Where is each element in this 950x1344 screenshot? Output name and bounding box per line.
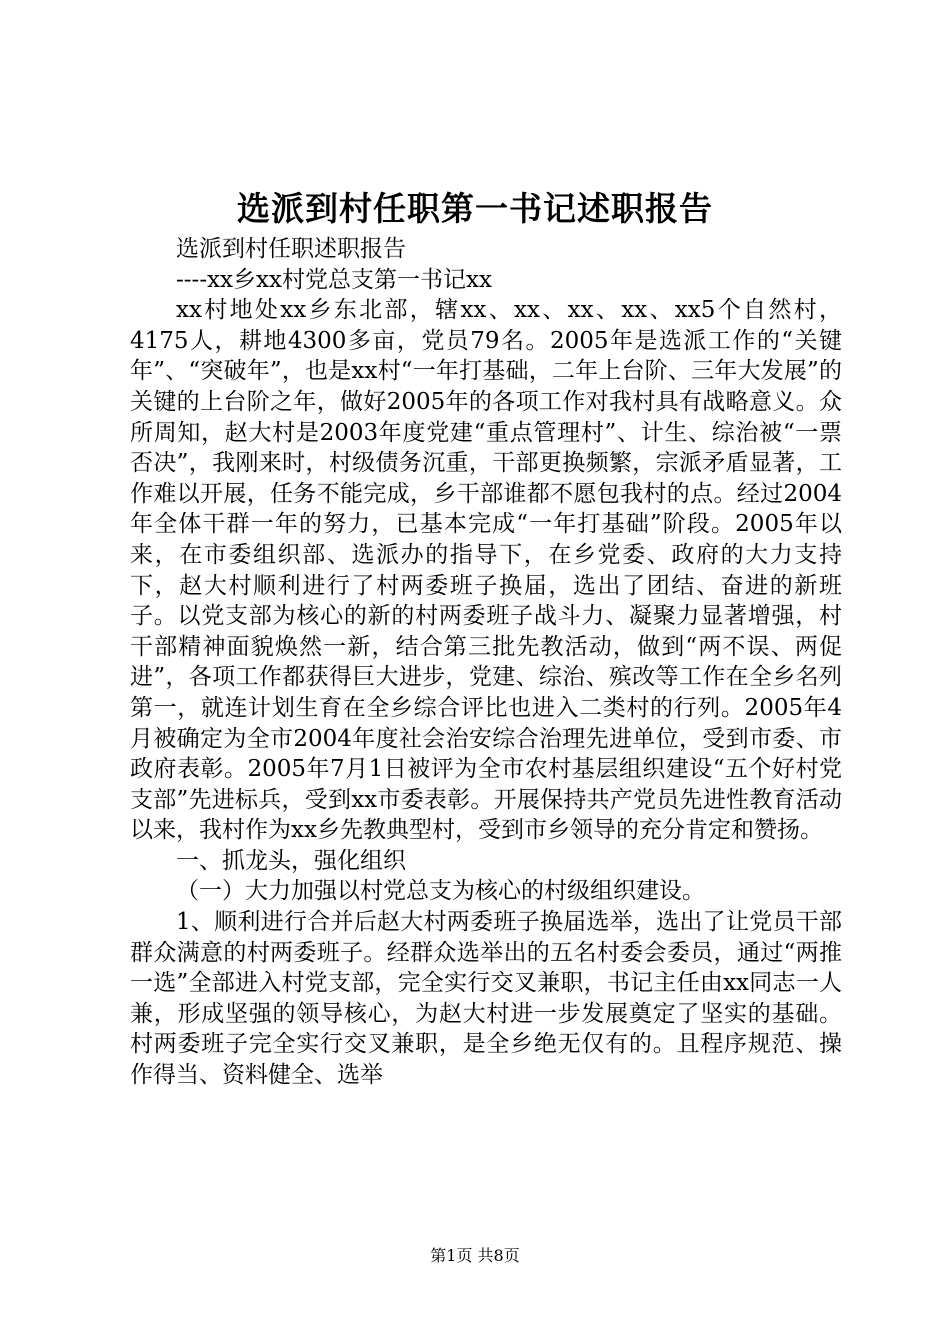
author-line: ----xx乡xx村党总支第一书记xx xyxy=(176,266,492,293)
section-heading: 一、抓龙头，强化组织 xyxy=(176,847,406,874)
page-number-footer: 第1页 共8页 xyxy=(430,1246,520,1265)
body-paragraph: xx村地处xx乡东北部，辖xx、xx、xx、xx、xx5个自然村，4175人，耕地4300多亩，党员79名。2005年是选派工作的“关键年”、“突破年”，也是xx村“一年打基础，二年上台阶、三年大发展”的关键的上台阶之年，做好2005年的各项工作对我村具有战略意义。众所周知，赵大村是2003年度党建“重点管理村”、计生、综治被“一票否决”，我刚来时，村级债务沉重，干部更换频繁，宗派矛盾显著，工作难以开展，任务不能完成，乡干部谁都不愿包我村的点。经过2004年全体干群一年的努力，已基本完成“一年打基础”阶段。2005年以来，在市委组织部、选派办的指导下，在乡党委、政府的大力支持下，赵大村顺利进行了村两委班子换届，选出了团结、奋进的新班子。以党支部为核心的新的村两委班子战斗力、凝聚力显著增强，村干部精神面貌焕然一新，结合第三批先教活动，做到“两不误、两促进”，各项工作都获得巨大进步，党建、综治、殡改等工作在全乡名列第一，就连计划生育在全乡综合评比也进入二类村的行列。2005年4月被确定为全市2004年度社会治安综合治理先进单位，受到市委、市政府表彰。2005年7月1日被评为全市农村基层组织建设“五个好村党支部”先进标兵，受到xx市委表彰。开展保持共产党员先进性教育活动以来，我村作为xx乡先教典型村，受到市乡领导的充分肯定和赞扬。 xyxy=(130,297,842,844)
subtitle-paragraph: 选派到村任职述职报告 xyxy=(176,236,406,262)
subsection-heading: （一）大力加强以村党总支为核心的村级组织建设。 xyxy=(176,878,705,905)
document-title: 选派到村任职第一书记述职报告 xyxy=(237,189,713,228)
body-paragraph: 1、顺利进行合并后赵大村两委班子换届选举，选出了让党员干部群众满意的村两委班子。经群众选举出的五名村委会委员，通过“两推一选”全部进入村党支部，完全实行交叉兼职，书记主任由xx同志一人兼，形成坚强的领导核心，为赵大村进一步发展奠定了坚实的基础。村两委班子完全实行交叉兼职，是全乡绝无仅有的。且程序规范、操作得当、资料健全、选举 xyxy=(130,909,842,1089)
document-body xyxy=(130,234,842,1091)
